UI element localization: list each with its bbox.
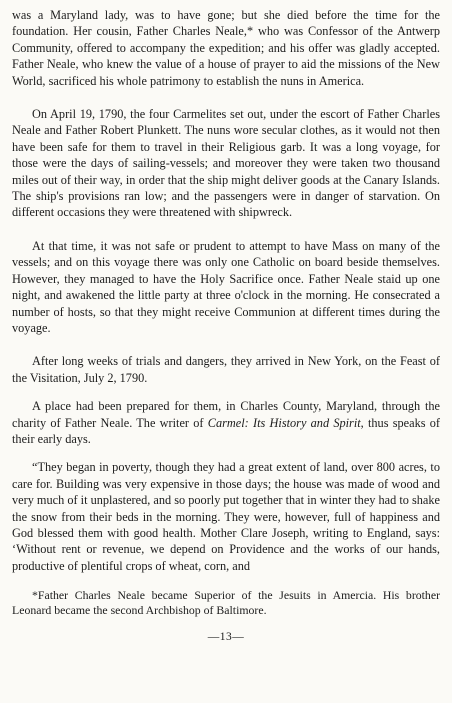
quoted-passage: “They began in poverty, though they had a great extent of land, over 800 acres, to care for. Building was very expensive in those days; the house was made of wood and very much of it unplastered, and so poorly put together that in winter they had to shake the snow from their beds in the morning. They were, however, full of happiness and God blessed them with good health. Mother Clare Joseph, writing to England, says: ‘Without rent or revenue, we depend on Providence and the works of our hands, productive of plentiful crops of wheat, corn, and <box>12 460 440 573</box>
paragraph-1: was a Maryland lady, was to have gone; but she died before the time for the foundation. Her cousin, Father Charles Neale,* who was Confessor of the Antwerp Community, offered to accompany the expedition; and his offer was gladly accepted. Father Neale, who knew the value of a house of prayer to aid the missions of the New World, sacrificed his whole patrimony to establish the nuns in America. <box>12 8 440 88</box>
paragraph-5-text-before: A place had been prepared for them, in Charles County, Maryland, through the charity of Father Neale. The writer of <box>12 399 440 430</box>
paragraph-4: After long weeks of trials and dangers, they arrived in New York, on the Feast of the Visitation, July 2, 1790. <box>12 354 440 385</box>
paragraph-3: At that time, it was not safe or prudent to attempt to have Mass on many of the vessels; and on this voyage there was only one Catholic on board beside themselves. However, they managed to have the Holy Sacrifice once. Father Neale staid up one night, and awakened the little party at three o'clock in the morning. He consecrated a number of hosts, so that they might receive Communion at different times during the voyage. <box>12 238 440 335</box>
page-number: —13— <box>207 630 245 643</box>
paragraph-5 <box>12 398 440 447</box>
book-title: Carmel: Its History and Spirit <box>207 415 361 430</box>
paragraph-2: On April 19, 1790, the four Carmelites set out, under the escort of Father Charles Neale and Father Robert Plunkett. The nuns wore secular clothes, as it would not then have been safe for them to travel in their Religious garb. It was a long voyage, for those were the days of sailing-vessels; and moreover they were taken two thousand miles out of their way, in order that the ship might deliver goods at the Canary Islands. The ship's provisions ran low; and the passengers were in danger of starvation. On different occasions they were threatened with shipwreck. <box>12 107 440 220</box>
paragraph-5-text-after: , thus speaks of their early days. <box>12 415 440 446</box>
footnote: *Father Charles Neale became Superior of the Jesuits in Amercia. His brother Leonard became the second Archbishop of Baltimore. <box>12 588 440 618</box>
